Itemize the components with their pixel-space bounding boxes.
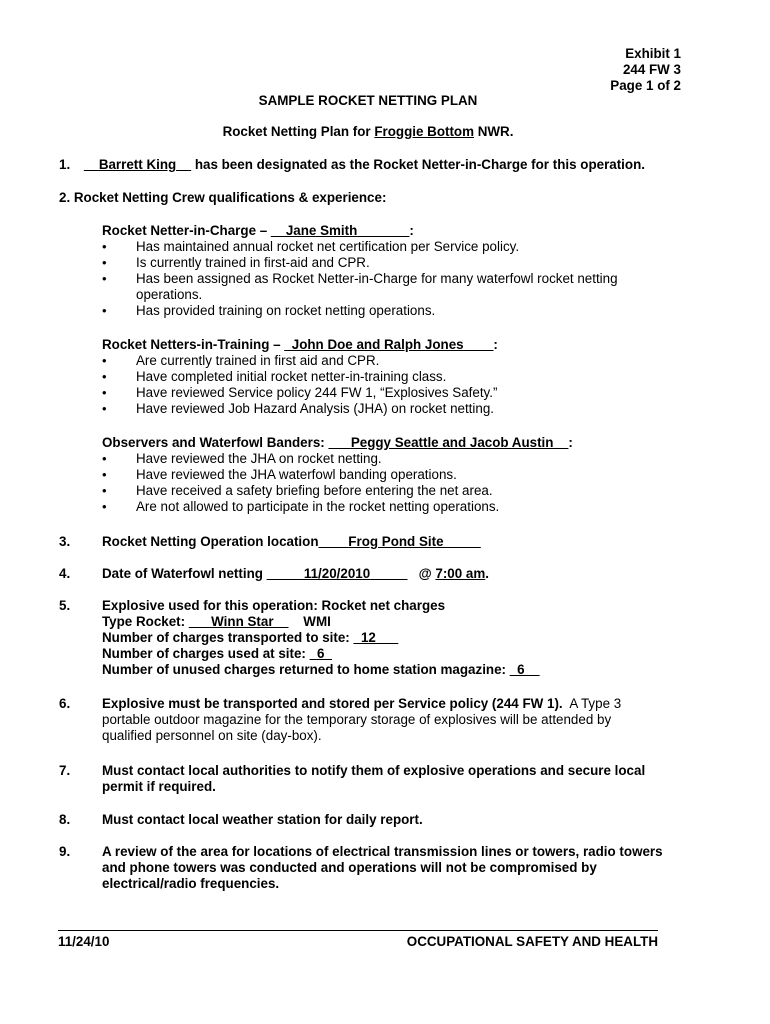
item-6-bold: Explosive must be transported and stored per Service policy (244 FW 1). bbox=[102, 696, 563, 711]
netters-in-training-heading: Rocket Netters-in-Training – _John Doe and Ralph Jones____: bbox=[102, 337, 498, 352]
type-rocket-line: Type Rocket: ___Winn Star _ WMI bbox=[102, 614, 331, 629]
item-2-heading: 2. Rocket Netting Crew qualifications & experience: bbox=[59, 190, 387, 205]
item-6-text: A Type 3 portable outdoor magazine for the temporary storage of explosives will be attended by qualified personnel on site (day-box). bbox=[102, 696, 625, 743]
item-1-text: has been designated as the Rocket Netter-in-Charge for this operation. bbox=[191, 157, 645, 172]
item-5 bbox=[102, 598, 682, 678]
item-8: Must contact local weather station for daily report. bbox=[102, 812, 423, 827]
item-5-number: 5. bbox=[59, 598, 71, 613]
item-6-number: 6. bbox=[59, 696, 71, 711]
footer-date: 11/24/10 bbox=[58, 934, 110, 949]
netter-in-charge-name: Barrett King bbox=[98, 157, 177, 172]
netter-in-charge-section bbox=[102, 223, 662, 319]
netters-in-training-names: John Doe and Ralph Jones bbox=[291, 337, 464, 352]
observers-heading: Observers and Waterfowl Banders: ___Peggy Seattle and Jacob Austin__: bbox=[102, 435, 573, 450]
item-9-number: 9. bbox=[59, 844, 71, 859]
observers-bullets bbox=[102, 451, 662, 515]
netting-date: 11/20/2010 bbox=[303, 566, 371, 581]
charges-transported-line: Number of charges transported to site: _12___ bbox=[102, 630, 399, 645]
item-9: A review of the area for locations of electrical transmission lines or towers, radio towers and phone towers was conducted and operations will not be compromised by electrical/radio frequencies. bbox=[102, 844, 663, 891]
observers-names: Peggy Seattle and Jacob Austin bbox=[350, 435, 554, 450]
list-item: • Have reviewed the JHA on rocket netting. bbox=[102, 451, 662, 467]
item-7: Must contact local authorities to notify them of explosive operations and secure local permit if required. bbox=[102, 763, 646, 794]
policy-reference: 244 FW 3 bbox=[622, 62, 681, 77]
list-item: • Are currently trained in first aid and CPR. bbox=[102, 353, 662, 369]
list-item: • Have reviewed Service policy 244 FW 1, “Explosives Safety.” bbox=[102, 385, 662, 401]
document-header bbox=[481, 46, 681, 94]
item-3: Rocket Netting Operation location____Frog Pond Site_____ bbox=[102, 534, 481, 549]
page-number: Page 1 of 2 bbox=[610, 78, 681, 93]
plan-prefix: Rocket Netting Plan for bbox=[222, 124, 375, 139]
netter-in-charge-heading-name: Jane Smith bbox=[285, 223, 358, 238]
item-8-number: 8. bbox=[59, 812, 71, 827]
footer-office: OCCUPATIONAL SAFETY AND HEALTH bbox=[406, 934, 658, 949]
operation-location: Frog Pond Site bbox=[348, 534, 444, 549]
plan-suffix: NWR. bbox=[474, 124, 514, 139]
list-item: • Is currently trained in first-aid and CPR. bbox=[102, 255, 662, 271]
netter-in-charge-bullets bbox=[102, 239, 662, 319]
list-item: • Are not allowed to participate in the rocket netting operations. bbox=[102, 499, 662, 515]
netters-in-training-bullets bbox=[102, 353, 662, 417]
list-item: • Has provided training on rocket netting operations. bbox=[102, 303, 662, 319]
refuge-name: Froggie Bottom bbox=[374, 124, 475, 139]
netters-in-training-section bbox=[102, 337, 662, 417]
charges-used-value: _6_ bbox=[309, 646, 332, 661]
item-1-number: 1. bbox=[59, 157, 71, 172]
observers-section bbox=[102, 435, 662, 515]
charges-used-line: Number of charges used at site: _6_ bbox=[102, 646, 332, 661]
item-4: Date of Waterfowl netting _____11/20/2010_____ @ 7:00 am. bbox=[102, 566, 489, 581]
item-6 bbox=[102, 696, 662, 744]
charges-returned-line: Number of unused charges returned to home station magazine: _6__ bbox=[102, 662, 540, 677]
rocket-manufacturer: WMI bbox=[288, 614, 331, 629]
footer-divider bbox=[58, 930, 658, 931]
item-7-number: 7. bbox=[59, 763, 71, 778]
charges-transported-value: _12___ bbox=[353, 630, 399, 645]
explosive-used-line: Explosive used for this operation: Rocket net charges bbox=[102, 598, 446, 613]
list-item: • Have reviewed Job Hazard Analysis (JHA) on rocket netting. bbox=[102, 401, 662, 417]
rocket-type: Winn Star bbox=[211, 614, 274, 629]
list-item: • Have received a safety briefing before entering the net area. bbox=[102, 483, 662, 499]
netting-time: 7:00 am bbox=[435, 566, 486, 581]
netter-in-charge-field: __Barrett King__ bbox=[83, 157, 192, 172]
list-item: • Has been assigned as Rocket Netter-in-Charge for many waterfowl rocket netting operations. bbox=[102, 271, 662, 303]
plan-line bbox=[0, 124, 736, 140]
exhibit-label: Exhibit 1 bbox=[625, 46, 681, 61]
item-3-number: 3. bbox=[59, 534, 71, 549]
item-4-number: 4. bbox=[59, 566, 71, 581]
list-item: • Have completed initial rocket netter-in-training class. bbox=[102, 369, 662, 385]
charges-returned-value: _6__ bbox=[509, 662, 540, 677]
list-item: • Has maintained annual rocket net certification per Service policy. bbox=[102, 239, 662, 255]
netter-in-charge-heading: Rocket Netter-in-Charge – __Jane Smith_______: bbox=[102, 223, 414, 238]
item-1 bbox=[59, 157, 699, 173]
document-title: SAMPLE ROCKET NETTING PLAN bbox=[258, 93, 478, 108]
list-item: • Have reviewed the JHA waterfowl banding operations. bbox=[102, 467, 662, 483]
